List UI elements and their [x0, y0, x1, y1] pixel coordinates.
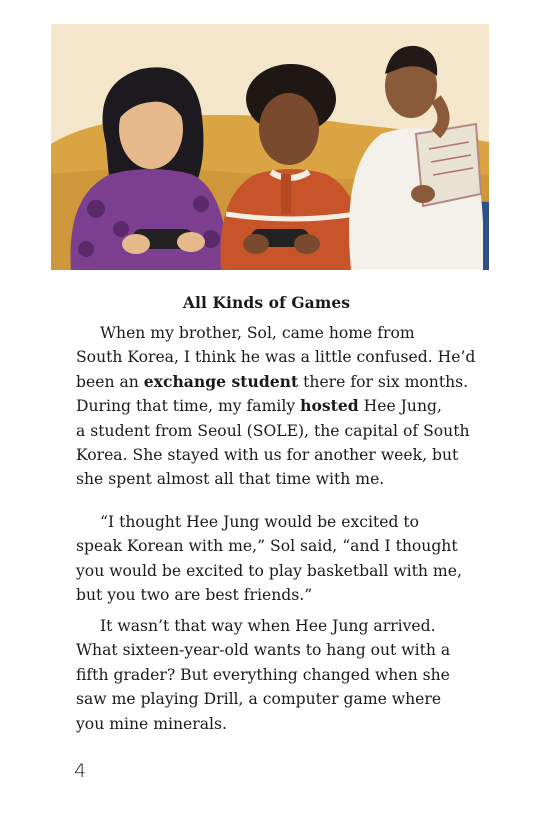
text-line — [76, 712, 476, 736]
illustration-kids-playing-video-game — [51, 24, 489, 270]
text-line — [76, 345, 476, 369]
paragraph-3 — [76, 614, 476, 736]
text-line — [76, 663, 476, 687]
text-run: Hee Jung, — [358, 397, 442, 416]
chapter-title: All Kinds of Games — [182, 293, 351, 312]
page-number: 4 — [74, 760, 87, 782]
text-run: you would be excited to play basketball with me, — [76, 561, 462, 580]
glossary-term: hosted — [300, 396, 359, 416]
text-line — [76, 559, 476, 583]
text-run: South Korea, I think he was a little confused. He’d — [76, 348, 476, 367]
paragraph-2 — [76, 510, 476, 608]
text-line — [76, 370, 476, 394]
text-line — [76, 419, 476, 443]
text-run: saw me playing Drill, a computer game where — [76, 690, 442, 709]
text-run: During that time, my family — [76, 397, 301, 416]
text-line — [76, 321, 476, 345]
text-run: but you two are best friends.” — [76, 586, 313, 605]
text-run: fifth grader? But everything changed when she — [76, 665, 450, 684]
text-run: there for six months. — [298, 372, 469, 391]
text-run: been an — [76, 372, 144, 391]
text-run: It wasn’t that way when Hee Jung arrived. — [100, 617, 436, 635]
text-line — [76, 443, 476, 467]
text-run: she spent almost all that time with me. — [76, 470, 385, 489]
text-line — [76, 638, 476, 662]
text-line — [76, 467, 476, 491]
text-run: When my brother, Sol, came home from — [100, 324, 415, 342]
text-line — [76, 510, 476, 534]
text-line — [76, 687, 476, 711]
text-line — [76, 614, 476, 638]
text-run: you mine minerals. — [76, 714, 227, 733]
text-line — [76, 534, 476, 558]
glossary-term: exchange student — [143, 371, 299, 391]
text-run: a student from Seoul (SOLE), the capital of South — [76, 421, 470, 440]
text-run: “I thought Hee Jung would be excited to — [100, 513, 420, 531]
text-line — [76, 394, 476, 418]
text-line — [76, 583, 476, 607]
paragraph-1 — [76, 321, 476, 492]
text-run: Korea. She stayed with us for another week, but — [76, 446, 459, 465]
text-run: What sixteen-year-old wants to hang out with a — [76, 641, 451, 660]
text-run: speak Korean with me,” Sol said, “and I thought — [76, 537, 458, 556]
